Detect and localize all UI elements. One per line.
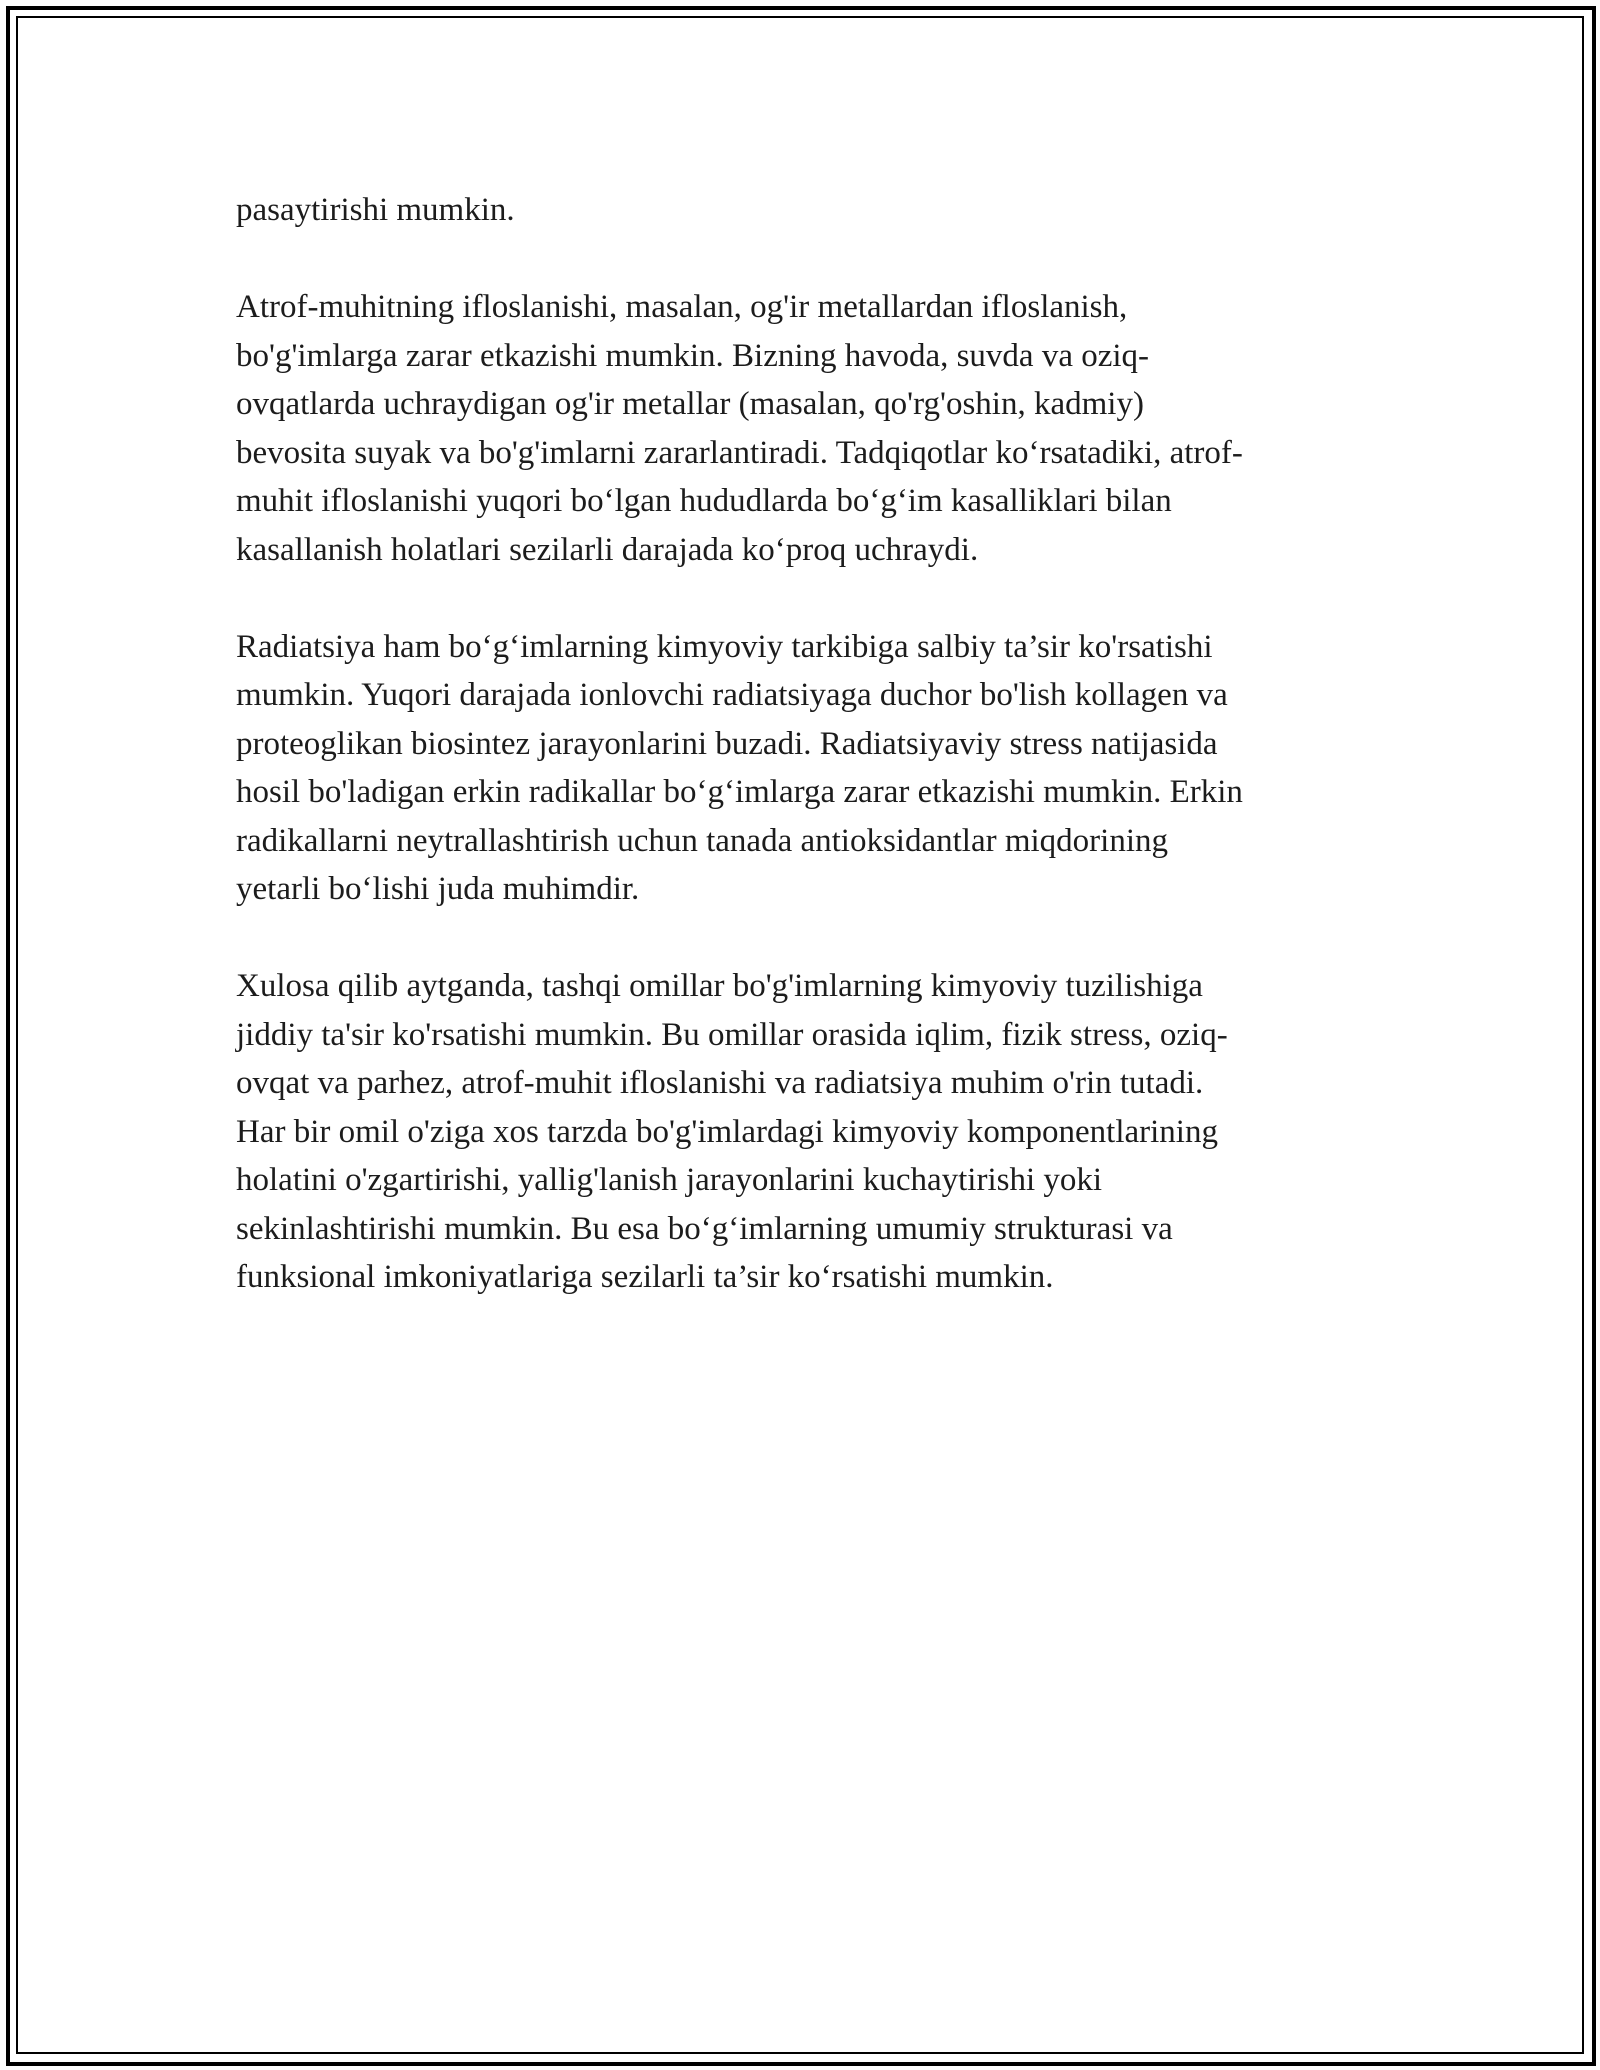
text-line: pasaytirishi mumkin.	[236, 192, 515, 228]
text-line: Xulosa qilib aytganda, tashqi omillar bo'g'imlarning kimyoviy tuzilishiga	[236, 968, 1203, 1004]
text-line: jiddiy ta'sir ko'rsatishi mumkin. Bu omillar orasida iqlim, fizik stress, oziq-	[236, 1016, 1228, 1053]
paragraph-spacer	[236, 235, 1366, 284]
text-line: holatini o'zgartirishi, yallig'lanish jarayonlarini kuchaytirishi yoki	[236, 1162, 1103, 1198]
paragraph-radiation	[236, 623, 1366, 914]
text-line: Atrof-muhitning ifloslanishi, masalan, og'ir metallardan ifloslanish,	[236, 289, 1128, 325]
paragraph-spacer	[236, 574, 1366, 623]
paragraph-spacer	[236, 914, 1366, 963]
text-line: sekinlashtirishi mumkin. Bu esa bo‘g‘imlarning umumiy strukturasi va	[236, 1210, 1173, 1247]
text-line: Har bir omil o'ziga xos tarzda bo'g'imlardagi kimyoviy komponentlarining	[236, 1113, 1218, 1150]
text-line: proteoglikan biosintez jarayonlarini buzadi. Radiatsiyaviy stress natijasida	[236, 725, 1218, 762]
text-line: radikallarni neytrallashtirish uchun tanada antioksidantlar miqdorining	[236, 822, 1168, 859]
text-line: ovqat va parhez, atrof-muhit ifloslanishi va radiatsiya muhim o'rin tutadi.	[236, 1065, 1204, 1101]
text-line: Radiatsiya ham bo‘g‘imlarning kimyoviy tarkibiga salbiy ta’sir ko'rsatishi	[236, 628, 1213, 665]
paragraph-conclusion	[236, 962, 1366, 1302]
text-line: bo'g'imlarga zarar etkazishi mumkin. Bizning havoda, suvda va oziq-	[236, 337, 1150, 374]
text-line: ovqatlarda uchraydigan og'ir metallar (masalan, qo'rg'oshin, kadmiy)	[236, 386, 1144, 422]
document-body	[236, 186, 1366, 1302]
text-line: funksional imkoniyatlariga sezilarli ta’sir ko‘rsatishi mumkin.	[236, 1259, 1054, 1295]
text-line: kasallanish holatlari sezilarli darajada ko‘proq uchraydi.	[236, 531, 979, 568]
text-line: mumkin. Yuqori darajada ionlovchi radiatsiyaga duchor bo'lish kollagen va	[236, 677, 1228, 713]
text-line: bevosita suyak va bo'g'imlarni zararlantiradi. Tadqiqotlar ko‘rsatadiki, atrof-	[236, 434, 1243, 471]
paragraph-continuation	[236, 186, 1366, 235]
paragraph-pollution	[236, 283, 1366, 574]
text-line: hosil bo'ladigan erkin radikallar bo‘g‘imlarga zarar etkazishi mumkin. Erkin	[236, 774, 1243, 810]
text-line: muhit ifloslanishi yuqori bo‘lgan hududlarda bo‘g‘im kasalliklari bilan	[236, 483, 1172, 519]
text-line: yetarli bo‘lishi juda muhimdir.	[236, 871, 640, 907]
